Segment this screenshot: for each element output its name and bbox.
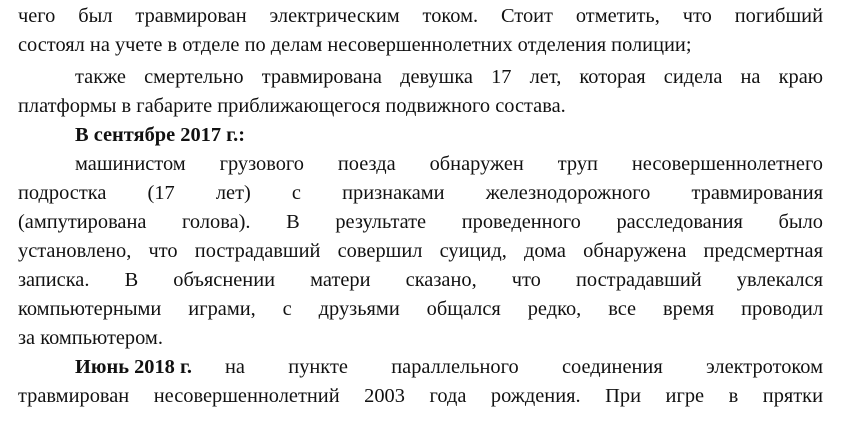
text-line: травмирован несовершеннолетний 2003 года рождения. При игре в прятки (18, 385, 823, 407)
section-heading: В сентябре 2017 г.: (75, 124, 245, 146)
text-line: установлено, что пострадавший совершил суицид, дома обнаружена предсмертная (18, 240, 823, 262)
text-line: за компьютером. (18, 327, 163, 349)
text-line: машинистом грузового поезда обнаружен труп несовершеннолетнего (75, 153, 823, 175)
text-line: подростка (17 лет) с признаками железнодорожного травмирования (18, 182, 823, 204)
text-line: записка. В объяснении матери сказано, что пострадавший увлекался (18, 269, 823, 291)
text-line: на пункте параллельного соединения электротоком (225, 356, 823, 378)
text-line: состоял на учете в отделе по делам несовершеннолетних отделения полиции; (18, 34, 692, 56)
june-heading (75, 353, 205, 382)
june-heading-text: Июнь 2018 г. (75, 356, 193, 378)
text-line: (ампутирована голова). В результате проведенного расследования было (18, 211, 823, 233)
text-line: компьютерными играми, с друзьями общался редко, все время проводил (18, 298, 823, 320)
text-line: также смертельно травмирована девушка 17 лет, которая сидела на краю (75, 66, 823, 88)
text-line: чего был травмирован электрическим током. Стоит отметить, что погибший (18, 5, 823, 27)
text-line: платформы в габарите приближающегося подвижного состава. (18, 95, 566, 117)
